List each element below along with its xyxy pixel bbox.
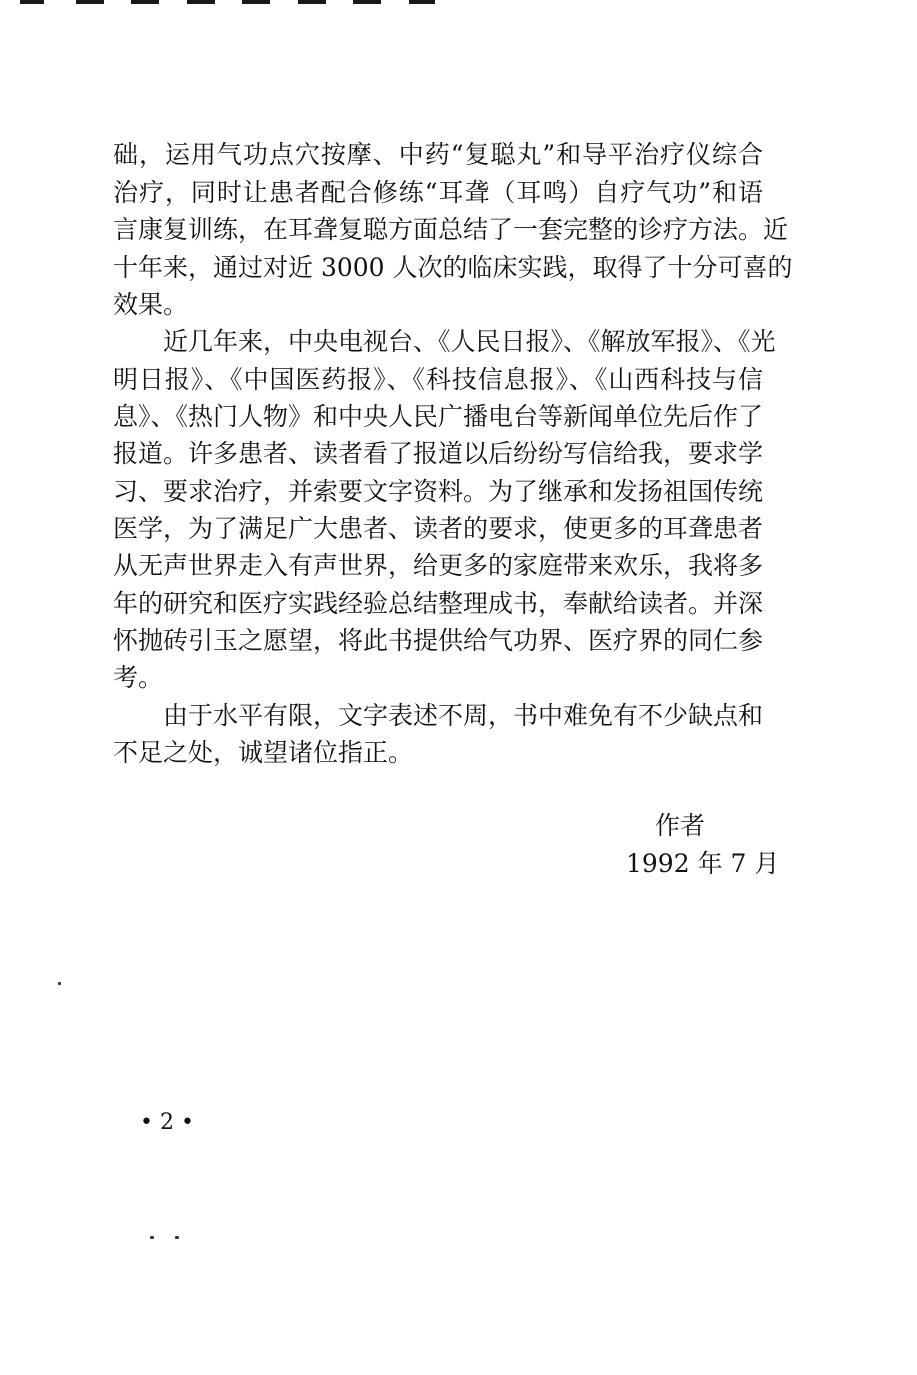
paragraph-line: 从无声世界走入有声世界，给更多的家庭带来欢乐，我将多 — [113, 551, 764, 580]
paragraph-line: 近几年来，中央电视台、《人民日报》、《解放军报》、《光 — [163, 327, 776, 356]
paragraph-line: 习、要求治疗，并索要文字资料。为了继承和发扬祖国传统 — [113, 477, 764, 506]
scan-speck — [175, 1236, 179, 1239]
paragraph-line: 息》、《热门人物》和中央人民广播电台等新闻单位先后作了 — [113, 402, 764, 431]
paragraph-line: 十年来，通过对近 3000 人次的临床实践，取得了十分可喜的 — [113, 253, 793, 282]
top-edge-rule-1 — [20, 0, 44, 4]
date-signature: 1992 年 7 月 — [626, 849, 780, 878]
paragraph-line: 治疗，同时让患者配合修练“耳聋（耳鸣）自疗气功”和语 — [113, 178, 763, 207]
paragraph-line: 怀抛砖引玉之愿望，将此书提供给气功界、医疗界的同仁参 — [113, 626, 764, 655]
top-edge-rule-2 — [76, 0, 104, 4]
author-signature: 作者 — [655, 811, 706, 840]
paragraph-line: 医学，为了满足广大患者、读者的要求，使更多的耳聋患者 — [113, 514, 764, 543]
page-number: • 2 • — [140, 1110, 194, 1135]
top-edge-rule-6 — [298, 0, 326, 4]
paragraph-line: 报道。许多患者、读者看了报道以后纷纷写信给我，要求学 — [113, 439, 764, 468]
paragraph-line: 由于水平有限，文字表述不周，书中难免有不少缺点和 — [163, 701, 764, 730]
paragraph-line: 不足之处，诚望诸位指正。 — [113, 738, 414, 767]
scan-speck — [58, 982, 61, 985]
scan-speck — [150, 1236, 154, 1239]
top-edge-rule-8 — [409, 0, 435, 4]
paragraph-line: 效果。 — [113, 290, 189, 319]
paragraph-line: 言康复训练，在耳聋复聪方面总结了一套完整的诊疗方法。近 — [113, 215, 789, 244]
top-edge-rule-7 — [353, 0, 381, 4]
top-edge-rule-5 — [242, 0, 270, 4]
top-edge-rule-3 — [131, 0, 159, 4]
paragraph-line: 考。 — [113, 663, 164, 692]
paragraph-line: 础，运用气功点穴按摩、中药“复聪丸”和导平治疗仪综合 — [113, 140, 763, 169]
paragraph-line: 明日报》、《中国医药报》、《科技信息报》、《山西科技与信 — [113, 365, 763, 394]
top-edge-rule-4 — [187, 0, 215, 4]
paragraph-line: 年的研究和医疗实践经验总结整理成书，奉献给读者。并深 — [113, 589, 764, 618]
